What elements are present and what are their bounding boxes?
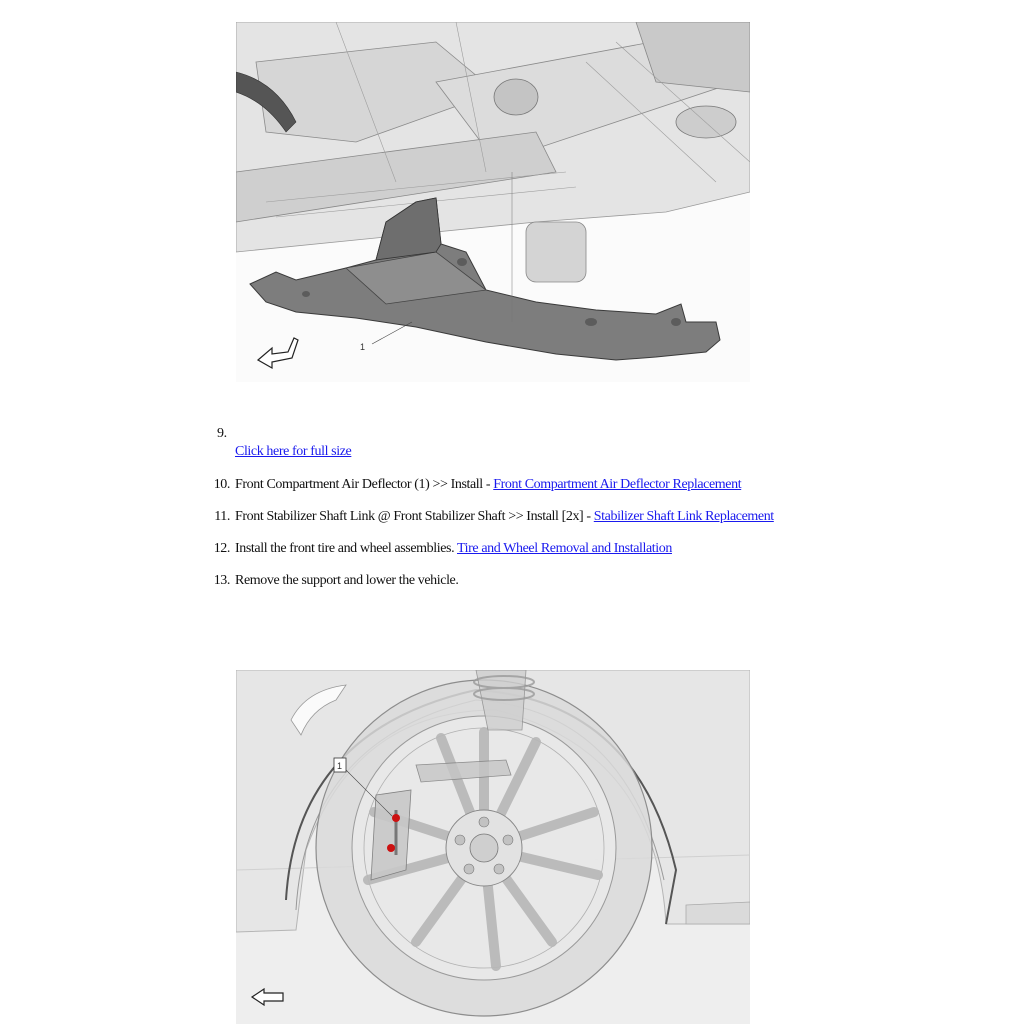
stabilizer-link-replacement-link[interactable]: Stabilizer Shaft Link Replacement [593,509,774,524]
step-text: Front Compartment Air Deflector (1) >> Install - [235,477,494,492]
step-number: 9. [217,426,227,441]
callout-number: 1 [337,761,343,771]
step-text: Install the front tire and wheel assemblies. [235,541,458,556]
step-11 [206,509,774,525]
underbody-illustration [236,22,750,382]
step-number: 11. [214,509,230,524]
step-13 [206,573,458,589]
step-number: 12. [213,541,230,556]
step-number: 10. [213,477,230,492]
full-size-link[interactable]: Click here for full size [235,444,352,459]
tire-wheel-removal-link[interactable]: Tire and Wheel Removal and Installation [457,541,672,556]
step-text: Front Stabilizer Shaft Link @ Front Stabilizer Shaft >> Install [2x] - [235,509,594,524]
step-number: 13. [213,573,230,588]
fastener-marker [387,844,395,852]
callout-number: 1 [360,342,366,352]
step-text: Remove the support and lower the vehicle. [235,573,459,588]
underbody-drawing [236,22,750,382]
fastener-marker [392,814,400,822]
wheel-drawing [236,670,750,1024]
step-12 [206,541,672,557]
wheel-illustration [236,670,750,1024]
step-10 [206,477,741,493]
air-deflector-replacement-link[interactable]: Front Compartment Air Deflector Replacement [493,477,742,492]
